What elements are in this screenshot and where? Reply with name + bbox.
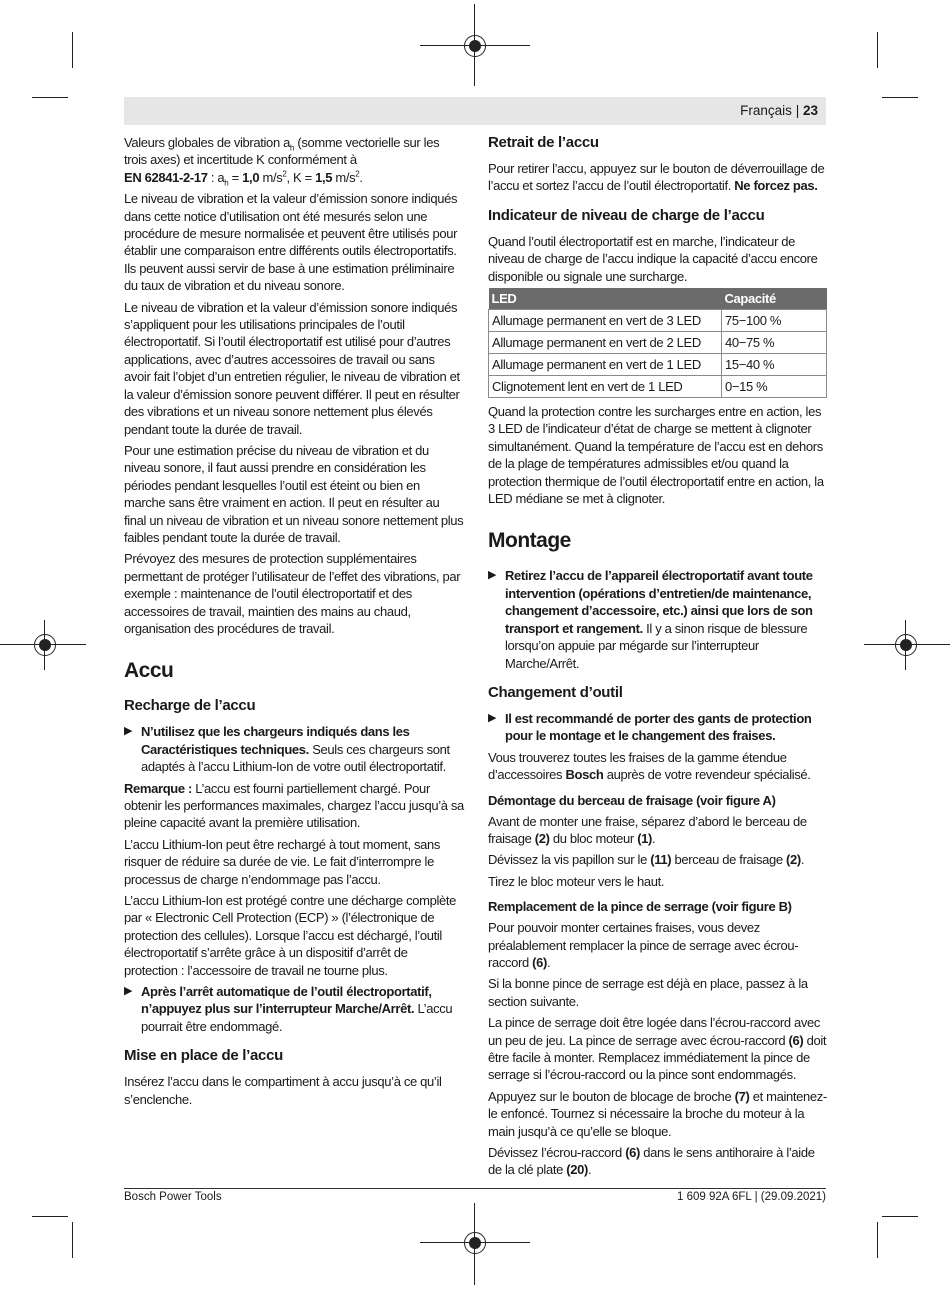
paragraph: Pour une estimation précise du niveau de vibration et du niveau sonore, il faut aussi prendre en considération les périodes pendant lesquelles l’outil est éteint ou bien en marche sans être vraiment en action. Il peut en résulter au final un niveau de vibration et un niveau sonore nettement plus faibles pendant toute la durée de travail. <box>124 442 464 545</box>
registration-target-icon <box>464 35 486 57</box>
crop-mark <box>72 32 73 68</box>
table-row <box>489 376 827 398</box>
crop-mark <box>877 32 878 68</box>
paragraph: Prévoyez des mesures de protection supplémentaires permettant de protéger l’utilisateur de l’effet des vibrations, par exemple : maintenance de l’outil électroportatif et des accessoires de travail, maintien des mains au chaud, organisation des procédures de travail. <box>124 551 461 636</box>
table-header-row <box>489 288 827 310</box>
table-header-cell: Capacité <box>722 288 827 310</box>
paragraph: Vous trouverez toutes les fraises de la gamme étendue d’accessoires Bosch auprès de votre revendeur spécialisé. <box>488 749 811 783</box>
crop-mark <box>882 1216 918 1217</box>
table-cell: Clignotement lent en vert de 1 LED <box>489 376 722 398</box>
subheading-remplacement: Remplacement de la pince de serrage (voir figure B) <box>488 899 792 915</box>
bullet-item: ▶ Après l’arrêt automatique de l’outil électroportatif, n’appuyez plus sur l’interrupteur Marche/Arrêt. L’accu pourrait être endommagé. <box>124 984 453 1034</box>
subheading-mise-en-place: Mise en place de l’accu <box>124 1047 284 1065</box>
paragraph: Quand l’outil électroportatif est en marche, l’indicateur de niveau de charge de l’accu indique la capacité d’accu encore disponible ou signale une surcharge. <box>488 233 818 284</box>
paragraph: Dévissez l’écrou-raccord (6) dans le sens antihoraire à l’aide de la clé plate (20). <box>488 1145 815 1178</box>
bullet-triangle-icon: ▶ <box>488 711 497 724</box>
table-header-cell: LED <box>489 288 722 310</box>
paragraph: Le niveau de vibration et la valeur d’émission sonore indiqués s’appliquent pour les utilisations principales de l’outil électroportatif. Si l’outil électroportatif est utilisé pour d’autres applications, avec d’autres accessoires de travail ou sans avoir fait l’objet d’un entretien régulier, le niveau de vibration et la valeur d’émission sonore peuvent différer. Il peut en résulter des vibrations et un niveau sonore nettement plus élevés pendant toute la durée de travail. <box>124 299 460 437</box>
footer-divider <box>124 1188 826 1189</box>
table-cell: Allumage permanent en vert de 1 LED <box>489 354 722 376</box>
bullet-triangle-icon: ▶ <box>124 985 133 998</box>
paragraph: Appuyez sur le bouton de blocage de broche (7) et maintenez-le enfoncé. Tournez si nécessaire la broche du moteur à la main jusqu’à ce qu’elle se bloque. <box>488 1088 827 1139</box>
table-cell: 75−100 % <box>722 310 827 332</box>
subheading-recharge: Recharge de l’accu <box>124 697 256 715</box>
footer-brand: Bosch Power Tools <box>124 1191 222 1203</box>
charge-level-table <box>488 288 827 398</box>
bullet-item: ▶ Retirez l’accu de l’appareil électroportatif avant toute intervention (opérations d’entretien/de maintenance, changement d’accessoire, etc.) ainsi que lors de son transport et rangement. Il y a sinon risque de blessure lorsqu’on appuie par mégarde sur l’interrupteur Marche/Arrêt. <box>488 568 813 671</box>
subheading-demontage: Démontage du berceau de fraisage (voir figure A) <box>488 792 776 808</box>
footer-doc-number: 1 609 92A 6FL | (29.09.2021) <box>677 1191 826 1203</box>
right-column <box>488 134 828 1183</box>
page-number: 23 <box>802 103 818 118</box>
header-text <box>740 103 818 118</box>
bullet-triangle-icon: ▶ <box>488 569 497 582</box>
table-row <box>489 332 827 354</box>
paragraph: Pour retirer l’accu, appuyez sur le bouton de déverrouillage de l’accu et sortez l’accu de l’outil électroportatif. Ne forcez pas. <box>488 161 825 194</box>
paragraph: La pince de serrage doit être logée dans l’écrou-raccord avec un peu de jeu. La pince de serrage avec écrou-raccord (6) doit être facile à monter. Remplacez immédiatement la pince de serrage si l’écrou-raccord ou la pince sont endommagés. <box>488 1015 827 1083</box>
table-cell: 15−40 % <box>722 354 827 376</box>
crop-mark <box>882 97 918 98</box>
table-row <box>489 310 827 332</box>
paragraph: Dévissez la vis papillon sur le (11) berceau de fraisage (2). <box>488 852 805 868</box>
bullet-item: ▶ Il est recommandé de porter des gants de protection pour le montage et le changement des fraises. <box>488 710 812 744</box>
subheading-changement: Changement d’outil <box>488 683 623 701</box>
vibration-values: Valeurs globales de vibration $a_h$ (somme vectorielle sur les trois axes) et incertitude K conformément à EN 62841-2-17 : $a_h = 1,0$ $m/s^2$, K = 1,5 $m/s^2$. <box>124 135 440 188</box>
table-row <box>489 354 827 376</box>
table-cell: 40−75 % <box>722 332 827 354</box>
remark: Remarque : L’accu est fourni partiellement chargé. Pour obtenir les performances maximales, chargez l’accu jusqu’à sa pleine capacité avant la première utilisation. <box>124 780 464 831</box>
paragraph: Insérez l’accu dans le compartiment à accu jusqu’à ce qu’il s’enclenche. <box>124 1074 442 1107</box>
crop-mark <box>32 1216 68 1217</box>
crop-mark <box>32 97 68 98</box>
table-cell: Allumage permanent en vert de 2 LED <box>489 332 722 354</box>
paragraph: Quand la protection contre les surcharges entre en action, les 3 LED de l’indicateur d’état de charge se mettent à clignoter simultanément. Quand la température de l’accu est en dehors de la plage de températures admissibles et/ou quand la protection thermique de l’outil électroportatif entre en action, la LED médiane se met à clignoter. <box>488 404 824 507</box>
page-header <box>124 97 826 125</box>
paragraph: Avant de monter une fraise, séparez d’abord le berceau de fraisage (2) du bloc moteur (1). <box>488 813 807 846</box>
subheading-retrait: Retrait de l’accu <box>488 134 599 151</box>
registration-target-icon <box>34 634 56 656</box>
paragraph: L’accu Lithium-Ion peut être rechargé à tout moment, sans risquer de réduire sa durée de vie. Le fait d’interrompre le processus de charge n’endommage pas l’accu. <box>124 836 441 887</box>
bullet-triangle-icon: ▶ <box>124 725 133 738</box>
bullet-item: ▶ N’utilisez que les chargeurs indiqués dans les Caractéristiques techniques. Seuls ces chargeurs sont adaptés à l’accu Lithium-Ion de votre outil électroportatif. <box>124 724 450 775</box>
paragraph: Pour pouvoir monter certaines fraises, vous devez préalablement remplacer la pince de serrage avec écrou-raccord (6). <box>488 920 799 970</box>
header-language: Français <box>740 103 792 118</box>
section-heading-montage: Montage <box>488 529 571 553</box>
paragraph: Tirez le bloc moteur vers le haut. <box>488 873 665 889</box>
registration-target-icon <box>464 1232 486 1254</box>
left-column <box>124 134 464 1112</box>
table-cell: Allumage permanent en vert de 3 LED <box>489 310 722 332</box>
registration-target-icon <box>895 634 917 656</box>
subheading-indicateur: Indicateur de niveau de charge de l’accu <box>488 206 765 224</box>
paragraph: Le niveau de vibration et la valeur d’émission sonore indiqués dans cette notice d’utilisation ont été mesurés selon une procédure de mesure normalisée et peuvent être utilisés pour établir une comparaison entre différents outils électroportatifs. Ils peuvent aussi servir de base à une estimation préliminaire du taux de vibration et du niveau sonore. <box>124 191 458 294</box>
section-heading-accu: Accu <box>124 659 174 683</box>
table-cell: 0−15 % <box>722 376 827 398</box>
paragraph: Si la bonne pince de serrage est déjà en place, passez à la section suivante. <box>488 976 808 1009</box>
header-separator: | <box>795 103 800 118</box>
paragraph: L’accu Lithium-Ion est protégé contre une décharge complète par « Electronic Cell Protection (ECP) » (l’électronique de protection des cellules). Lorsque l’accu est déchargé, l’outil électroportatif s’arrête grâce à un dispositif d’arrêt de protection : l’accessoire de travail ne tourne plus. <box>124 893 457 978</box>
crop-mark <box>72 1222 73 1258</box>
crop-mark <box>877 1222 878 1258</box>
